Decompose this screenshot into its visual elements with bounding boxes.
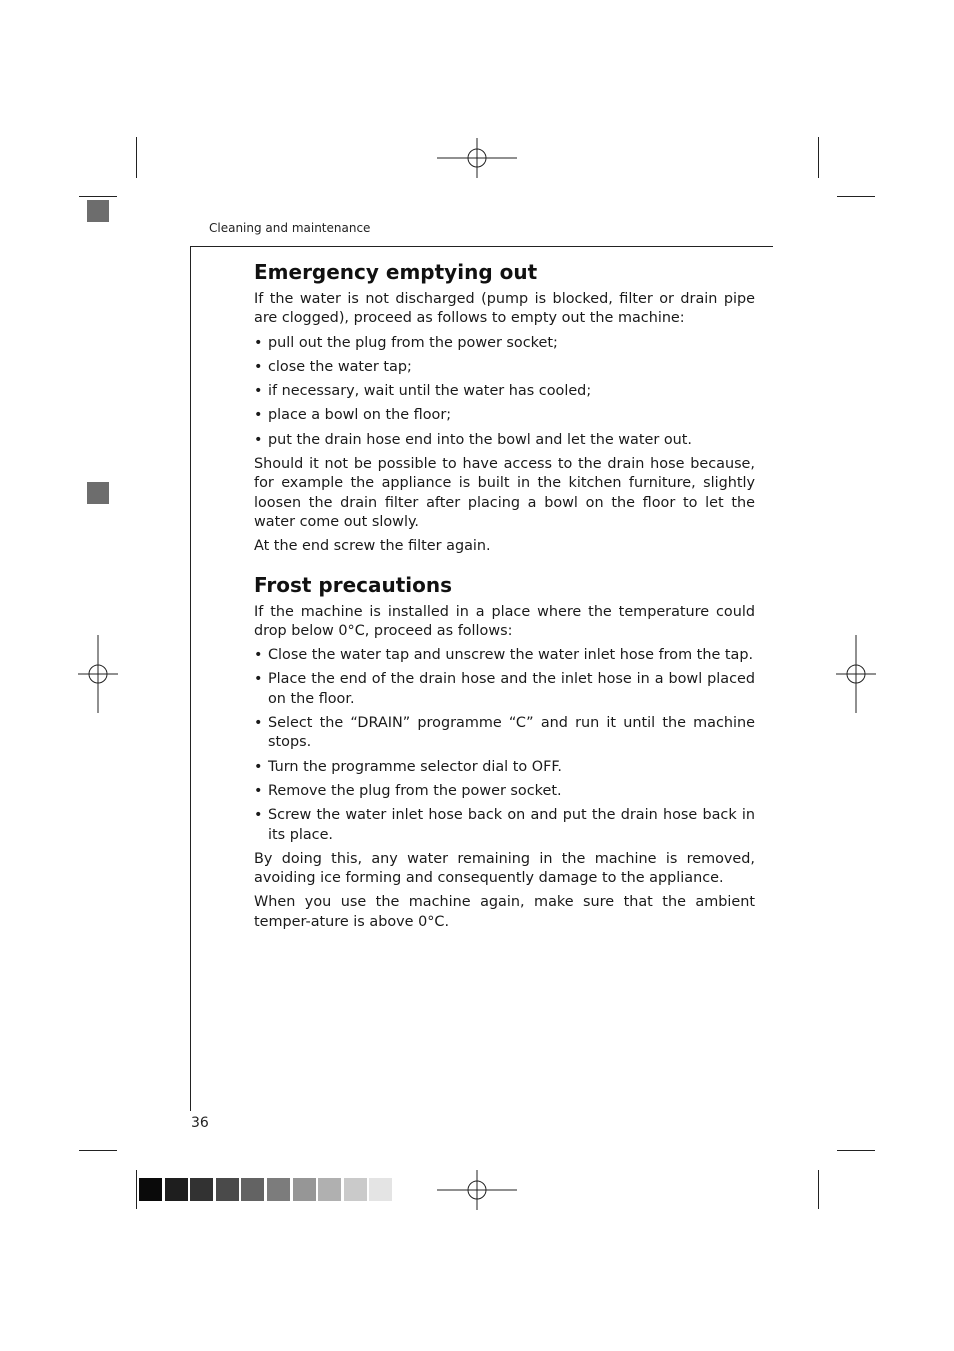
side-marker-middle [87, 482, 109, 504]
list-item: • Remove the plug from the power socket. [254, 782, 755, 801]
swatch [165, 1178, 188, 1201]
section-title: Emergency emptying out [254, 260, 538, 284]
paragraph: Should it not be possible to have access to the drain hose because, for example the appliance is built in the kitchen furniture, slightly loosen the drain filter after placing a bowl on the floor to let the water come out slowly. [254, 456, 755, 530]
swatch [293, 1178, 316, 1201]
crop-mark-top-left-vertical [136, 137, 137, 178]
running-header: Cleaning and maintenance [209, 221, 371, 235]
section-intro: If the water is not discharged (pump is blocked, filter or drain pipe are clogged), proceed as follows to empty out the machine: [254, 291, 755, 327]
list-item: • Close the water tap and unscrew the water inlet hose from the tap. [254, 646, 755, 665]
swatch [190, 1178, 213, 1201]
crop-mark-bottom-right-horizontal [837, 1150, 875, 1151]
swatch [318, 1178, 341, 1201]
registration-mark-top-icon [437, 138, 517, 178]
registration-mark-left-icon [78, 635, 118, 713]
crop-mark-top-right-vertical [818, 137, 819, 178]
registration-mark-bottom-icon [437, 1170, 517, 1210]
swatch [216, 1178, 239, 1201]
bullet-list [254, 646, 755, 845]
crop-mark-bottom-left-vertical [136, 1170, 137, 1209]
section-frost-precautions [254, 571, 755, 932]
paragraph: At the end screw the filter again. [254, 538, 491, 555]
crop-mark-bottom-right-vertical [818, 1170, 819, 1209]
page-content [254, 258, 755, 937]
paragraph: When you use the machine again, make sure that the ambient temper-ature is above 0°C. [254, 894, 755, 930]
crop-mark-bottom-left-horizontal [79, 1150, 117, 1151]
list-item: • put the drain hose end into the bowl and let the water out. [254, 431, 755, 450]
list-item: • Turn the programme selector dial to OFF. [254, 758, 755, 777]
list-item: • place a bowl on the floor; [254, 406, 755, 425]
color-calibration-bar [139, 1178, 395, 1201]
section-intro: If the machine is installed in a place where the temperature could drop below 0°C, proceed as follows: [254, 603, 755, 639]
section-title: Frost precautions [254, 572, 453, 597]
swatch [344, 1178, 367, 1201]
page-number: 36 [191, 1115, 209, 1131]
bullet-list [254, 334, 755, 450]
list-item: • Screw the water inlet hose back on and put the drain hose back in its place. [254, 806, 755, 845]
swatch [139, 1178, 162, 1201]
swatch [241, 1178, 264, 1201]
list-item: • close the water tap; [254, 358, 755, 377]
list-item: • if necessary, wait until the water has cooled; [254, 382, 755, 401]
side-marker-top [87, 200, 109, 222]
list-item: • pull out the plug from the power socket; [254, 334, 755, 353]
swatch [369, 1178, 392, 1201]
paragraph: By doing this, any water remaining in the machine is removed, avoiding ice forming and consequently damage to the appliance. [254, 850, 755, 887]
registration-mark-right-icon [836, 635, 876, 713]
left-margin-rule [190, 246, 191, 1111]
list-item: • Place the end of the drain hose and the inlet hose in a bowl placed on the floor. [254, 670, 755, 709]
swatch [267, 1178, 290, 1201]
header-rule [190, 246, 773, 247]
list-item: • Select the “DRAIN” programme “C” and run it until the machine stops. [254, 714, 755, 753]
crop-mark-top-right-horizontal [837, 196, 875, 197]
crop-mark-top-left-horizontal [79, 196, 117, 197]
section-emergency-emptying [254, 258, 755, 557]
